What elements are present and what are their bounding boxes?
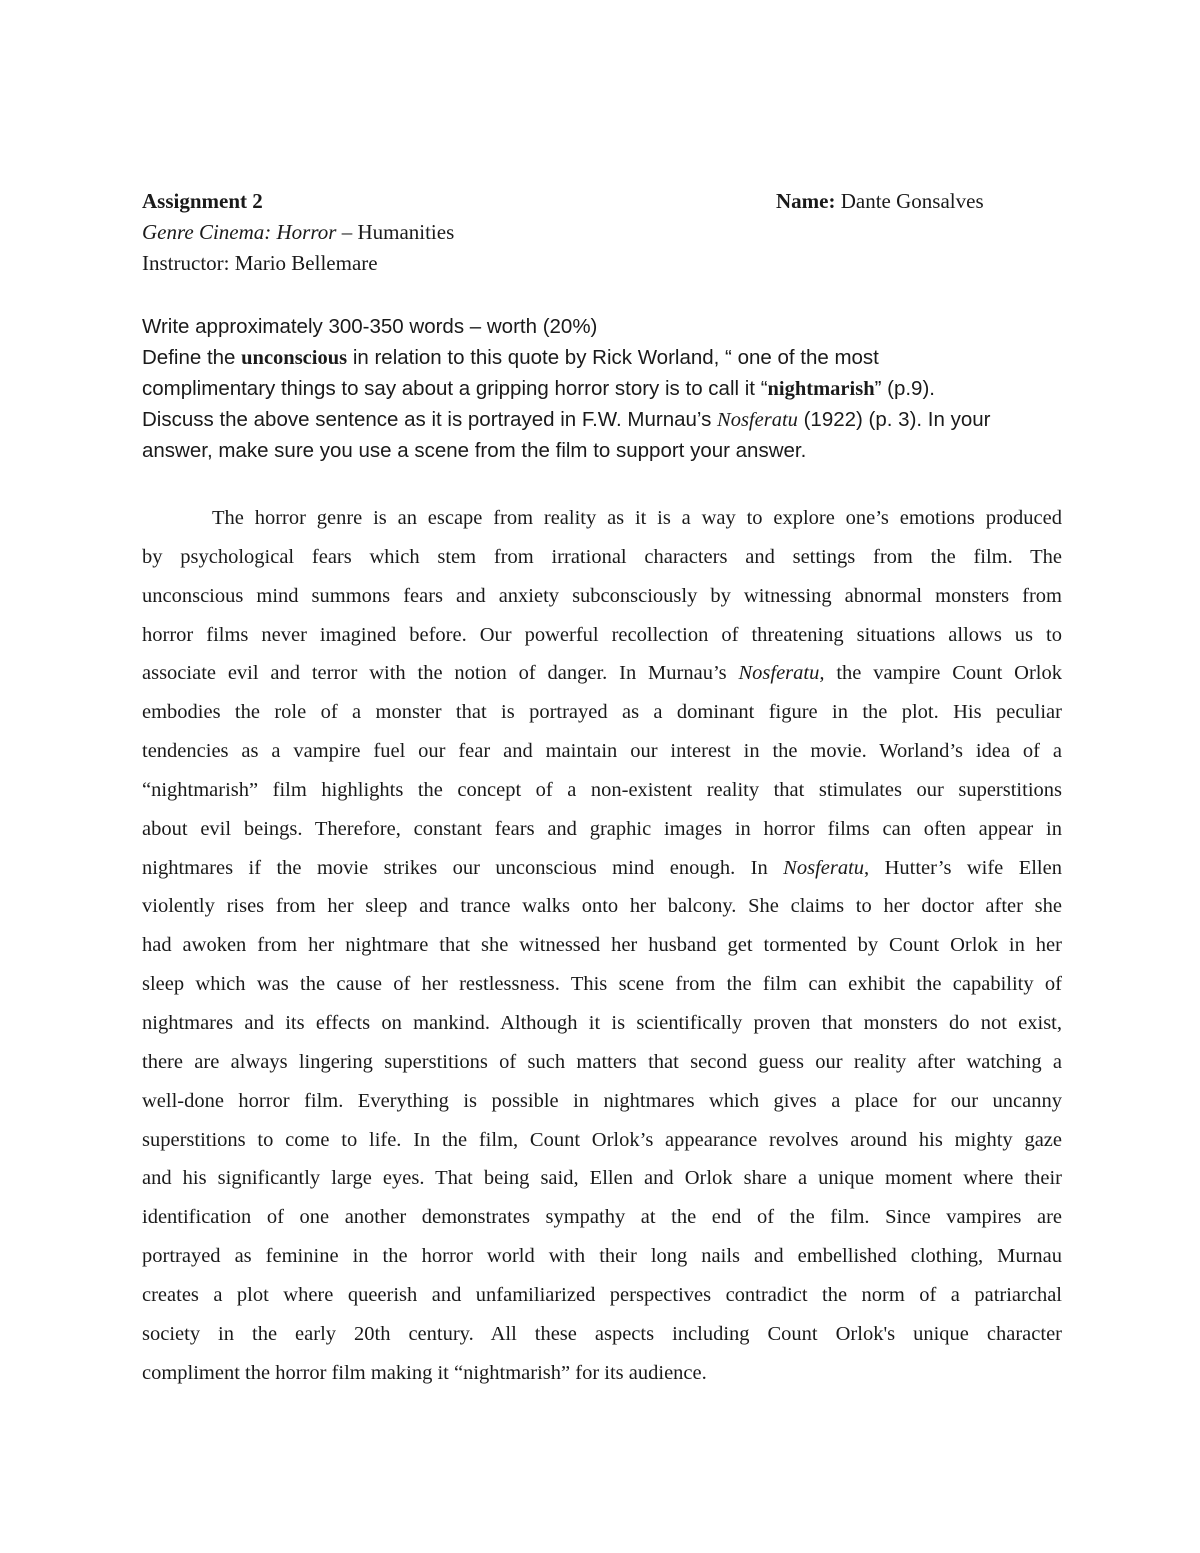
essay-line: identification of one another demonstrates sympathy at the end of the film. Since vampires are <box>142 1206 1062 1229</box>
student-name-block <box>776 186 984 217</box>
essay-line: compliment the horror film making it “nightmarish” for its audience. <box>142 1361 707 1384</box>
prompt-line <box>142 404 1082 435</box>
essay-line: “nightmarish” film highlights the concept of a non-existent reality that stimulates our superstitions <box>142 778 1062 801</box>
essay-line <box>142 654 1062 693</box>
course-line <box>142 217 1058 248</box>
essay-line: nightmares and its effects on mankind. Although it is scientifically proven that monsters do not exist, <box>142 1011 1062 1034</box>
prompt-line: answer, make sure you use a scene from the film to support your answer. <box>142 439 807 462</box>
essay-line: had awoken from her nightmare that she witnessed her husband get tormented by Count Orlok in her <box>142 934 1062 957</box>
prompt-film-title: Nosferatu <box>717 409 798 431</box>
assignment-title: Assignment 2 <box>142 189 263 213</box>
name-label: Name: <box>776 189 836 213</box>
essay-body <box>142 499 1062 1392</box>
prompt-text: ” (p.9). <box>874 377 935 400</box>
essay-line: about evil beings. Therefore, constant fears and graphic images in horror films can often appear in <box>142 817 1062 840</box>
assignment-prompt <box>142 311 1082 466</box>
essay-line: violently rises from her sleep and trance walks onto her balcony. She claims to her doctor after she <box>142 895 1062 918</box>
essay-line: embodies the role of a monster that is portrayed as a dominant figure in the plot. His peculiar <box>142 701 1062 724</box>
essay-line: portrayed as feminine in the horror world with their long nails and embellished clothing, Murnau <box>142 1245 1062 1268</box>
student-name: Dante Gonsalves <box>835 189 984 213</box>
essay-line: by psychological fears which stem from irrational characters and settings from the film. The <box>142 545 1062 568</box>
prompt-text: complimentary things to say about a gripping horror story is to call it “ <box>142 377 768 400</box>
course-title: Genre Cinema: Horror <box>142 220 337 244</box>
essay-line: The horror genre is an escape from reality as it is a way to explore one’s emotions produced <box>212 507 1062 529</box>
essay-text: the vampire Count Orlok <box>824 662 1062 685</box>
prompt-text: in relation to this quote by Rick Worland, “ one of the most <box>347 346 879 369</box>
essay-film-title: Nosferatu, <box>738 662 825 685</box>
prompt-text: Define the <box>142 346 242 369</box>
essay-line: there are always lingering superstitions of such matters that second guess our reality after watching a <box>142 1050 1062 1073</box>
essay-line: horror films never imagined before. Our powerful recollection of threatening situations allows us to <box>142 623 1062 646</box>
essay-line: society in the early 20th century. All these aspects including Count Orlok's unique character <box>142 1322 1062 1345</box>
prompt-text: (1922) (p. 3). In your <box>797 408 991 431</box>
header-title-row <box>142 186 1058 217</box>
prompt-keyword-nightmarish: nightmarish <box>767 378 875 400</box>
prompt-text: Discuss the above sentence as it is portrayed in F.W. Murnau’s <box>142 408 718 431</box>
prompt-line <box>142 373 1082 404</box>
essay-line: sleep which was the cause of her restlessness. This scene from the film can exhibit the capability of <box>142 973 1062 996</box>
assignment-header <box>142 186 1058 279</box>
prompt-line <box>142 342 1082 373</box>
essay-film-title: Nosferatu <box>783 856 865 879</box>
essay-line <box>142 849 1062 888</box>
essay-text: associate evil and terror with the notion of danger. In Murnau’s <box>142 662 739 685</box>
essay-text: , Hutter’s wife Ellen <box>864 856 1062 879</box>
prompt-keyword-unconscious: unconscious <box>241 347 348 369</box>
essay-line: superstitions to come to life. In the film, Count Orlok’s appearance revolves around his mighty gaze <box>142 1128 1062 1151</box>
instructor-line: Instructor: Mario Bellemare <box>142 251 378 275</box>
essay-line: well-done horror film. Everything is possible in nightmares which gives a place for our uncanny <box>142 1089 1062 1112</box>
essay-line: tendencies as a vampire fuel our fear and maintain our interest in the movie. Worland’s idea of a <box>142 740 1062 763</box>
essay-line: and his significantly large eyes. That being said, Ellen and Orlok share a unique moment where their <box>142 1167 1062 1190</box>
prompt-line: Write approximately 300-350 words – worth (20%) <box>142 315 598 338</box>
essay-line: unconscious mind summons fears and anxiety subconsciously by witnessing abnormal monsters from <box>142 584 1062 607</box>
essay-line: creates a plot where queerish and unfamiliarized perspectives contradict the norm of a patriarchal <box>142 1283 1062 1306</box>
course-department: – Humanities <box>336 220 455 244</box>
essay-text: nightmares if the movie strikes our unconscious mind enough. In <box>142 856 784 879</box>
